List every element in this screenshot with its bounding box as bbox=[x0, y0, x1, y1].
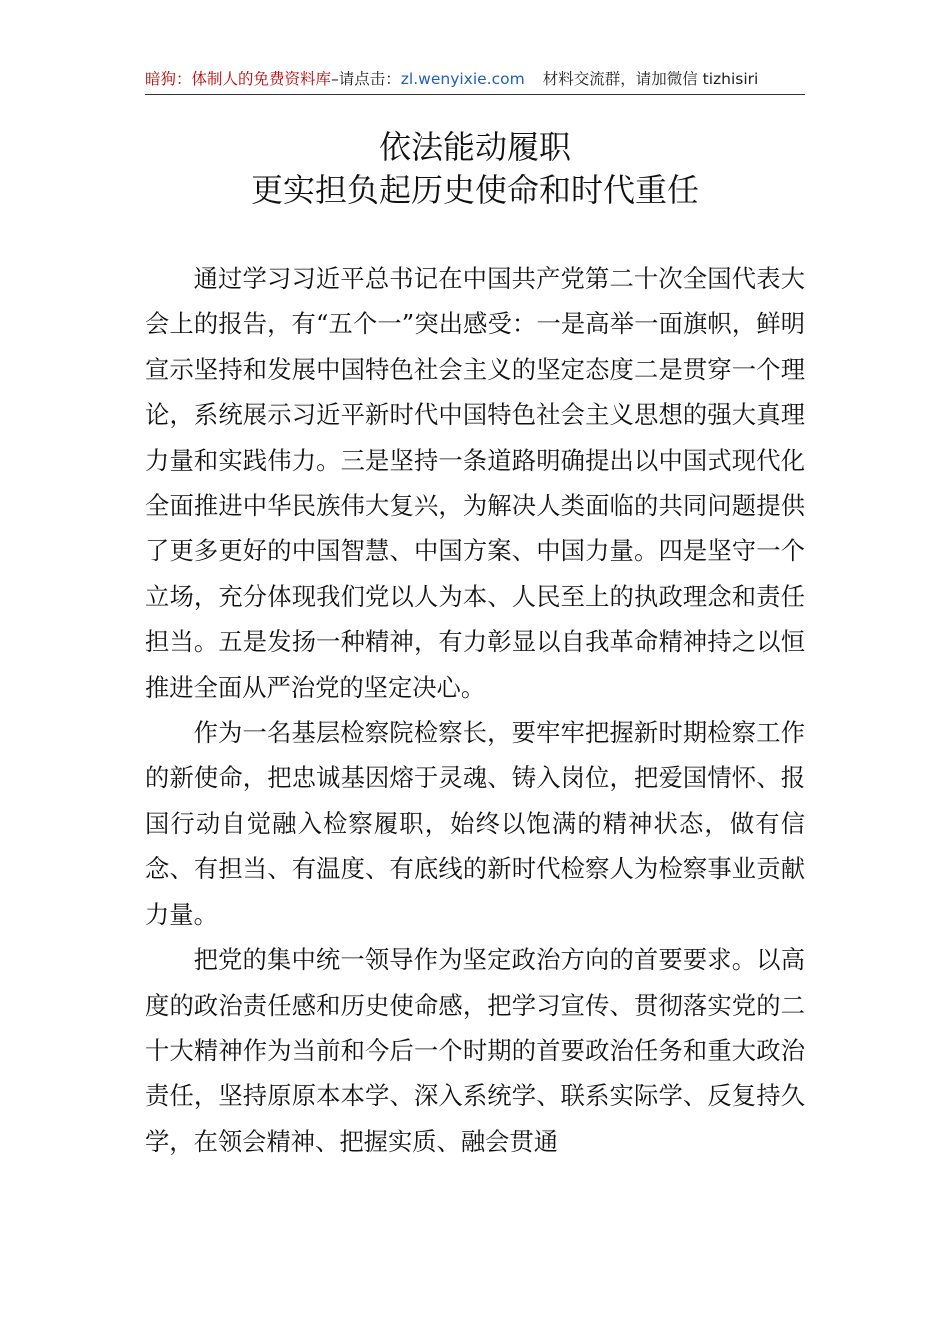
body-paragraph-2: 作为一名基层检察院检察长，要牢牢把握新时期检察工作的新使命，把忠诚基因熔于灵魂、铸入岗位，把爱国情怀、报国行动自觉融入检察履职，始终以饱满的精神状态，做有信念、有担当、有温度、有底线的新时代检察人为检察事业贡献力量。 bbox=[145, 718, 805, 929]
body-paragraph-3: 把党的集中统一领导作为坚定政治方向的首要要求。以高度的政治责任感和历史使命感，把学习宣传、贯彻落实党的二十大精神作为当前和今后一个时期的首要政治任务和重大政治责任，坚持原原本本学、深入系统学、联系实际学、反复持久学，在领会精神、把握实质、融会贯通 bbox=[145, 945, 805, 1156]
document-title-line-1: 依法能动履职 bbox=[378, 128, 571, 166]
body-paragraph-1: 通过学习习近平总书记在中国共产党第二十次全国代表大会上的报告，有“五个一”突出感受：一是高举一面旗帜，鲜明宣示坚持和发展中国特色社会主义的坚定态度二是贯穿一个理论，系统展示习近平新时代中国特色社会主义思想的强大真理力量和实践伟力。三是坚持一条道路明确提出以中国式现代化全面推进中华民族伟大复兴，为解决人类面临的共同问题提供了更多更好的中国智慧、中国方案、中国力量。四是坚守一个立场，充分体现我们党以人为本、人民至上的执政理念和责任担当。五是发扬一种精神，有力彰显以自我革命精神持之以恒推进全面从严治党的坚定决心。 bbox=[145, 264, 805, 702]
header-url-link[interactable]: zl.wenyixie.com bbox=[400, 70, 525, 88]
document-title-line-2: 更实担负起历史使命和时代重任 bbox=[250, 171, 699, 209]
page-header bbox=[145, 68, 805, 95]
document-body bbox=[145, 256, 805, 1164]
header-click-prompt: –请点击： bbox=[331, 70, 401, 88]
header-brand: 暗狗：体制人的免费资料库 bbox=[145, 70, 332, 88]
header-contact: 材料交流群，请加微信 tizhisiri bbox=[542, 70, 759, 88]
